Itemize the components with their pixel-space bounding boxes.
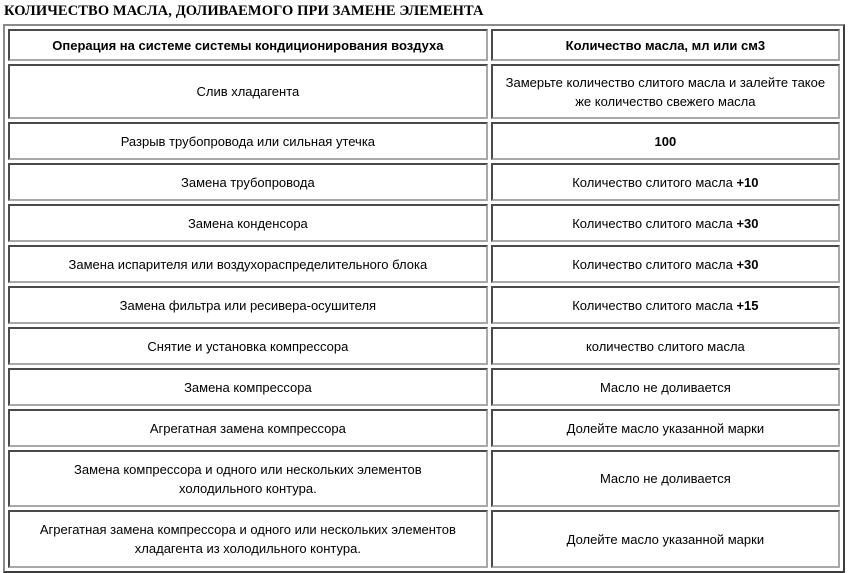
quantity-value: 100 [654,133,677,149]
quantity-cell [491,327,840,365]
quantity-text: количество слитого масла [585,338,745,354]
quantity-text: Масло не доливается [599,471,731,486]
operation-text: Замена фильтра или ресивера-осушителя [119,297,377,313]
operation-text: Замена компрессора [184,379,312,395]
quantity-text: Долейте масло указанной марки [566,420,765,436]
operation-cell [8,368,488,406]
table-header-row [8,29,840,61]
quantity-text: Масло не доливается [599,379,731,395]
operation-cell [8,409,488,447]
quantity-text: Замерьте количество слитого масла и залейте такое же количество свежего масла [505,74,829,109]
table-row [8,122,840,160]
table-row [8,368,840,406]
table-row [8,64,840,119]
table-row [8,204,840,242]
operation-text: хладагента из холодильного контура. [134,541,361,556]
operation-text: Замена трубопровода [181,174,315,190]
operation-text: Агрегатная замена компрессора [149,420,346,436]
operation-cell [8,450,488,507]
operation-text: холодильного контура. [179,480,317,496]
page-title: КОЛИЧЕСТВО МАСЛА, ДОЛИВАЕМОГО ПРИ ЗАМЕНЕ ЭЛЕМЕНТА [4,3,484,19]
operation-cell [8,122,488,160]
table-row [8,245,840,283]
operation-text: Замена испарителя или воздухораспределительного блока [68,256,428,272]
quantity-cell [491,204,840,242]
table-row [8,510,840,568]
quantity-text: Количество слитого масла [572,256,737,272]
operation-cell [8,510,488,568]
quantity-value: +30 [736,215,759,231]
quantity-cell [491,64,840,119]
quantity-cell [491,450,840,507]
operation-cell [8,327,488,365]
table-body [8,64,840,568]
header-operation: Операция на системе системы кондиционирования воздуха [8,29,488,61]
quantity-text: Долейте масло указанной марки [566,531,765,547]
quantity-cell [491,286,840,324]
operation-cell [8,64,488,119]
quantity-value: +30 [736,256,759,272]
operation-cell [8,204,488,242]
operation-text: Снятие и установка компрессора [147,338,349,354]
quantity-cell [491,409,840,447]
operation-cell [8,245,488,283]
table-row [8,409,840,447]
quantity-cell [491,163,840,201]
quantity-cell [491,368,840,406]
quantity-cell [491,510,840,568]
quantity-text: Количество слитого масла [572,297,737,313]
table-row [8,450,840,507]
quantity-cell [491,245,840,283]
quantity-value: +10 [736,174,759,190]
operation-cell [8,286,488,324]
table-row [8,327,840,365]
oil-quantity-table [3,24,845,573]
operation-text: Разрыв трубопровода или сильная утечка [120,133,376,149]
table-row [8,286,840,324]
quantity-text: Количество слитого масла [572,174,737,190]
quantity-text: Количество слитого масла [572,215,737,231]
operation-text: Агрегатная замена компрессора и одного или нескольких элементов [39,522,456,537]
operation-text: Замена конденсора [187,215,308,231]
table-row [8,163,840,201]
quantity-cell [491,122,840,160]
operation-text: Замена компрессора и одного или нескольких элементов [74,461,422,477]
header-quantity: Количество масла, мл или см3 [491,29,840,61]
operation-text: Слив хладагента [196,84,300,99]
operation-cell [8,163,488,201]
quantity-value: +15 [736,297,759,313]
